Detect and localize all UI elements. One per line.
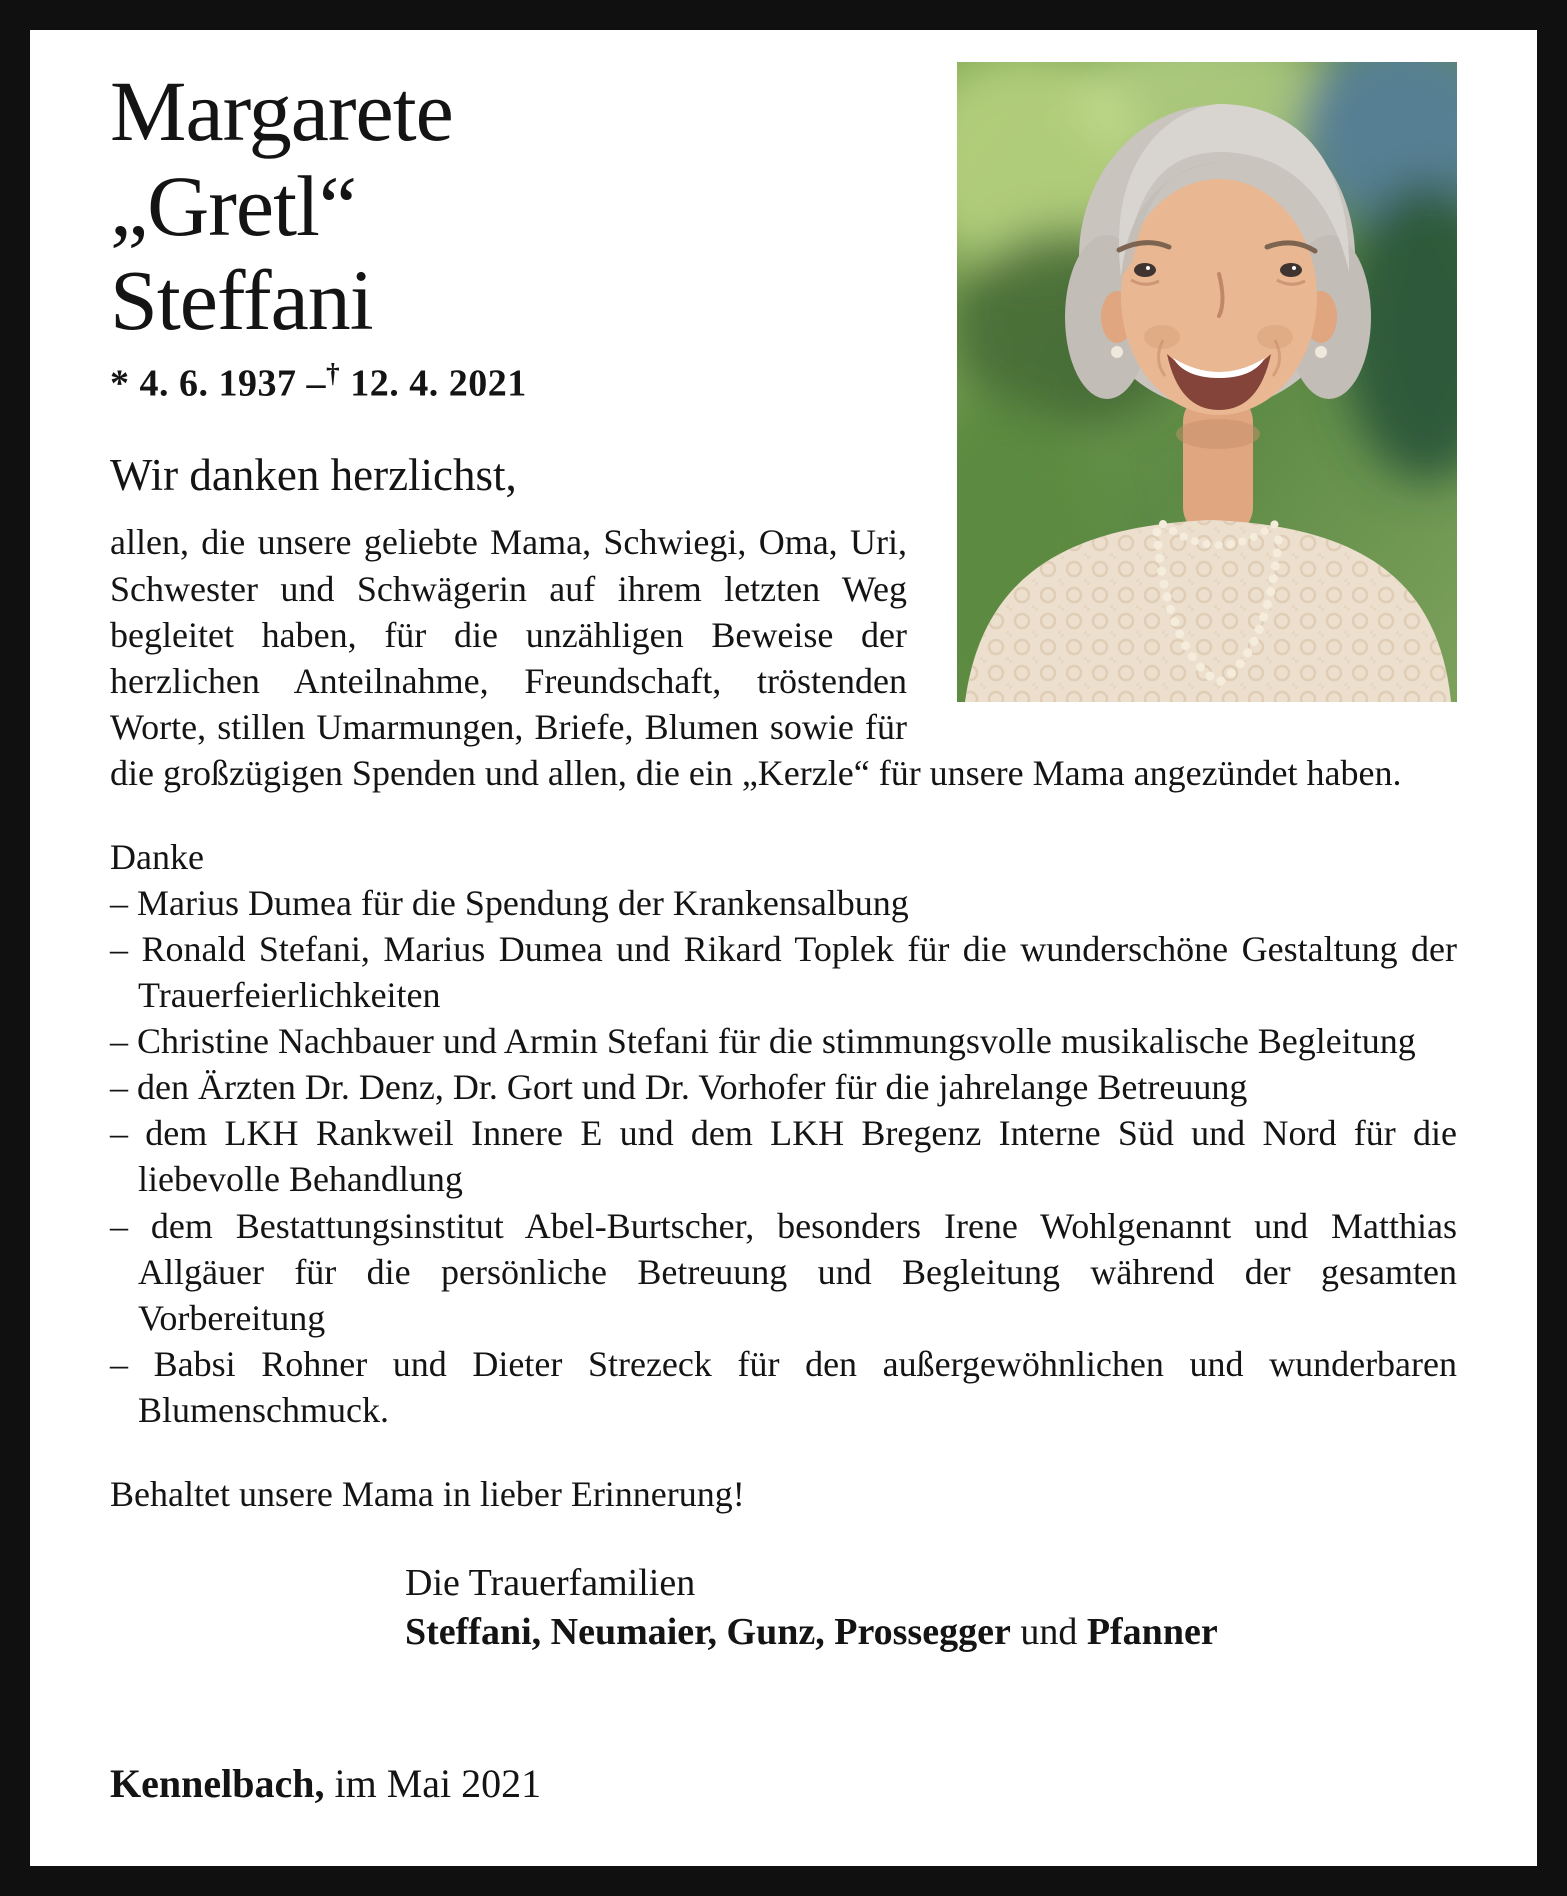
place-date-line <box>110 1730 1457 1808</box>
families-conjunction: und <box>1020 1611 1078 1654</box>
thanks-item: – Ronald Stefani, Marius Dumea und Rikard Toplek für die wunderschöne Gestaltung der Trauerfeierlichkeiten <box>110 929 1457 1016</box>
name-line-nickname: „Gretl“ <box>110 157 357 254</box>
dates-separator: – <box>306 362 326 405</box>
birth-symbol: * <box>110 362 130 405</box>
closing-text: Behaltet unsere Mama in lieber Erinnerung! <box>110 1473 745 1514</box>
thanks-heading: Danke <box>110 836 204 877</box>
thanks-item: – Babsi Rohner und Dieter Strezeck für den außergewöhnlichen und wunderbaren Blumenschmuck. <box>110 1343 1457 1430</box>
families-names <box>405 1608 1457 1657</box>
portrait-photo <box>957 62 1457 702</box>
salutation-heading: Wir danken herzlichst, <box>110 450 517 501</box>
families-names-bold-2: Pfanner <box>1086 1611 1218 1654</box>
obituary-content <box>30 30 1537 1866</box>
intro-paragraph: allen, die unsere geliebte Mama, Schwiegi, Oma, Uri, Schwester und Schwägerin auf ihrem letzten Weg begleitet haben, für die unzähligen Beweise der herzlichen Anteilnahme, Freundschaft, tröstenden Worte, stillen Umarmungen, Briefe, Blumen sowie für die großzügigen Spenden und allen, die ein „Kerzle“ für unsere Mama angezündet haben. <box>110 522 1402 793</box>
thanks-item: – Christine Nachbauer und Armin Stefani für die stimmungsvolle musikalische Begleitung <box>110 1021 1416 1062</box>
place-name: Kennelbach, <box>110 1761 325 1806</box>
families-block <box>405 1559 1457 1658</box>
name-line-first: Margarete <box>110 63 453 159</box>
name-line-last: Steffani <box>110 252 373 349</box>
thanks-list <box>110 880 1457 1433</box>
death-symbol: † <box>326 357 341 388</box>
footer-date: im Mai 2021 <box>334 1761 542 1806</box>
thanks-item: – dem Bestattungsinstitut Abel-Burtscher, besonders Irene Wohlgenannt und Matthias Allgäuer für die persönliche Betreuung und Begleitung während der gesamten Vorbereitung <box>110 1205 1457 1338</box>
death-date: 12. 4. 2021 <box>350 362 527 405</box>
families-label: Die Trauerfamilien <box>405 1562 696 1605</box>
birth-date: 4. 6. 1937 <box>139 362 297 405</box>
families-names-bold: Steffani, Neumaier, Gunz, Prossegger <box>405 1611 1011 1654</box>
thanks-item: – dem LKH Rankweil Innere E und dem LKH Bregenz Interne Süd und Nord für die liebevolle Behandlung <box>110 1113 1457 1200</box>
thanks-item: – den Ärzten Dr. Denz, Dr. Gort und Dr. Vorhofer für die jahrelange Betreuung <box>110 1067 1248 1108</box>
obituary-main <box>110 62 1457 1730</box>
thanks-item: – Marius Dumea für die Spendung der Krankensalbung <box>110 883 909 923</box>
